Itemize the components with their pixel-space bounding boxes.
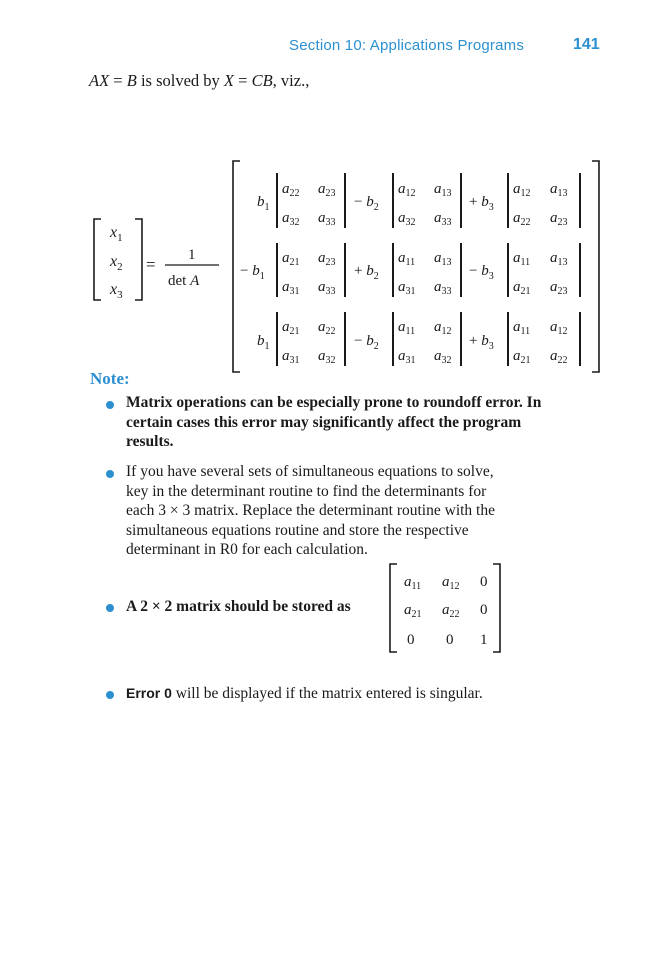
svg-text:a21: $a_{21}$ bbox=[282, 319, 300, 337]
two-by-two-storage-matrix bbox=[380, 560, 520, 660]
svg-text:+ b2: + $b_2$ bbox=[354, 263, 379, 282]
svg-text:1: 1 bbox=[480, 632, 488, 648]
svg-text:a11: $a_{11}$ bbox=[398, 250, 416, 268]
note-bullet-4 bbox=[126, 684, 626, 704]
svg-text:a21: $a_{21}$ bbox=[513, 279, 531, 297]
note-line: each 3 × 3 matrix. Replace the determinant routine with the bbox=[126, 502, 495, 519]
error-keyword: Error 0 bbox=[126, 685, 172, 701]
note-title: Note: bbox=[90, 369, 130, 388]
bullet-dot bbox=[106, 401, 114, 409]
x2-label: $x_2$ bbox=[110, 253, 123, 273]
bullet-dot bbox=[106, 691, 114, 699]
svg-text:a33: $a_{33}$ bbox=[434, 279, 452, 297]
svg-text:+ b3: + $b_3$ bbox=[469, 333, 494, 352]
intro-suffix: , viz., bbox=[272, 71, 310, 90]
solution-equation bbox=[0, 0, 666, 400]
x3-label: $x_3$ bbox=[110, 281, 123, 301]
svg-text:a31: $a_{31}$ bbox=[398, 279, 416, 297]
note-bullet-3-text: A 2 × 2 matrix should be stored as bbox=[126, 598, 351, 615]
intro-cb: CB bbox=[251, 71, 273, 90]
svg-text:a32: $a_{32}$ bbox=[282, 210, 300, 228]
intro-b: B bbox=[126, 71, 137, 90]
svg-text:a32: $a_{32}$ bbox=[434, 348, 452, 366]
note-line: determinant in R0 for each calculation. bbox=[126, 541, 368, 558]
svg-text:a21: $a_{21}$ bbox=[282, 250, 300, 268]
svg-text:0: 0 bbox=[407, 632, 415, 648]
cofactor-row-2 bbox=[240, 243, 580, 297]
intro-middle: is solved by bbox=[136, 71, 224, 90]
svg-text:a33: $a_{33}$ bbox=[318, 279, 336, 297]
svg-text:a11: $a_{11}$ bbox=[398, 319, 416, 337]
svg-text:a11: $a_{11}$ bbox=[404, 574, 422, 592]
note-line: key in the determinant routine to find the determinants for bbox=[126, 482, 487, 500]
svg-text:a22: $a_{22}$ bbox=[282, 181, 300, 199]
note-line: certain cases this error may significantly affect the program bbox=[126, 413, 522, 431]
intro-lhs: AX bbox=[89, 71, 110, 90]
svg-text:a12: $a_{12}$ bbox=[434, 319, 452, 337]
x1-label: $x_1$ bbox=[110, 224, 123, 244]
note-bullet-4-text: will be displayed if the matrix entered is singular. bbox=[171, 685, 483, 702]
svg-text:a33: $a_{33}$ bbox=[318, 210, 336, 228]
svg-text:0: 0 bbox=[480, 574, 488, 590]
svg-text:a13: $a_{13}$ bbox=[434, 181, 452, 199]
svg-text:a13: $a_{13}$ bbox=[550, 181, 568, 199]
note-line: simultaneous equations routine and store the respective bbox=[126, 521, 469, 539]
page-number: 141 bbox=[573, 36, 600, 53]
svg-text:− b1: − $b_1$ bbox=[240, 263, 265, 282]
svg-text:a22: $a_{22}$ bbox=[513, 210, 531, 228]
fraction-denominator: det A bbox=[168, 273, 200, 289]
svg-text:− b2: − $b_2$ bbox=[354, 333, 379, 352]
note-line: If you have several sets of simultaneous equations to solve, bbox=[126, 463, 494, 480]
svg-text:a32: $a_{32}$ bbox=[318, 348, 336, 366]
svg-text:a23: $a_{23}$ bbox=[550, 279, 568, 297]
svg-text:b1: $b_1$ bbox=[257, 333, 270, 352]
svg-text:0: 0 bbox=[480, 602, 488, 618]
bullet-dot bbox=[106, 470, 114, 478]
svg-text:0: 0 bbox=[446, 632, 454, 648]
intro-eq1: = bbox=[109, 71, 127, 90]
equals-sign: = bbox=[146, 255, 156, 274]
svg-text:a23: $a_{23}$ bbox=[318, 250, 336, 268]
note-line: Matrix operations can be especially prone to roundoff error. In bbox=[126, 394, 542, 411]
svg-text:a12: $a_{12}$ bbox=[398, 181, 416, 199]
svg-text:a12: $a_{12}$ bbox=[442, 574, 460, 592]
intro-eq2: = bbox=[234, 71, 252, 90]
cofactor-row-3 bbox=[257, 312, 580, 366]
svg-text:a23: $a_{23}$ bbox=[318, 181, 336, 199]
svg-text:a31: $a_{31}$ bbox=[398, 348, 416, 366]
note-bullet-1 bbox=[126, 393, 616, 452]
fraction-numerator: 1 bbox=[188, 247, 196, 263]
cofactor-row-1 bbox=[257, 173, 580, 228]
intro-x: X bbox=[223, 71, 235, 90]
svg-text:a11: $a_{11}$ bbox=[513, 319, 531, 337]
svg-text:a23: $a_{23}$ bbox=[550, 210, 568, 228]
svg-text:a11: $a_{11}$ bbox=[513, 250, 531, 268]
svg-text:a32: $a_{32}$ bbox=[398, 210, 416, 228]
note-bullet-2 bbox=[126, 462, 616, 560]
svg-text:b1: $b_1$ bbox=[257, 194, 270, 213]
svg-text:a21: $a_{21}$ bbox=[513, 348, 531, 366]
svg-text:a12: $a_{12}$ bbox=[550, 319, 568, 337]
svg-text:a22: $a_{22}$ bbox=[550, 348, 568, 366]
svg-text:a13: $a_{13}$ bbox=[550, 250, 568, 268]
svg-text:− b3: − $b_3$ bbox=[469, 263, 494, 282]
svg-text:a13: $a_{13}$ bbox=[434, 250, 452, 268]
svg-text:− b2: − $b_2$ bbox=[354, 194, 379, 213]
svg-text:a33: $a_{33}$ bbox=[434, 210, 452, 228]
svg-text:a22: $a_{22}$ bbox=[318, 319, 336, 337]
svg-text:a21: $a_{21}$ bbox=[404, 602, 422, 620]
svg-text:+ b3: + $b_3$ bbox=[469, 194, 494, 213]
svg-text:a31: $a_{31}$ bbox=[282, 348, 300, 366]
bullet-dot bbox=[106, 604, 114, 612]
note-line: results. bbox=[126, 433, 174, 450]
svg-text:a12: $a_{12}$ bbox=[513, 181, 531, 199]
svg-text:a22: $a_{22}$ bbox=[442, 602, 460, 620]
svg-text:a31: $a_{31}$ bbox=[282, 279, 300, 297]
section-title: Section 10: Applications Programs bbox=[289, 37, 525, 54]
